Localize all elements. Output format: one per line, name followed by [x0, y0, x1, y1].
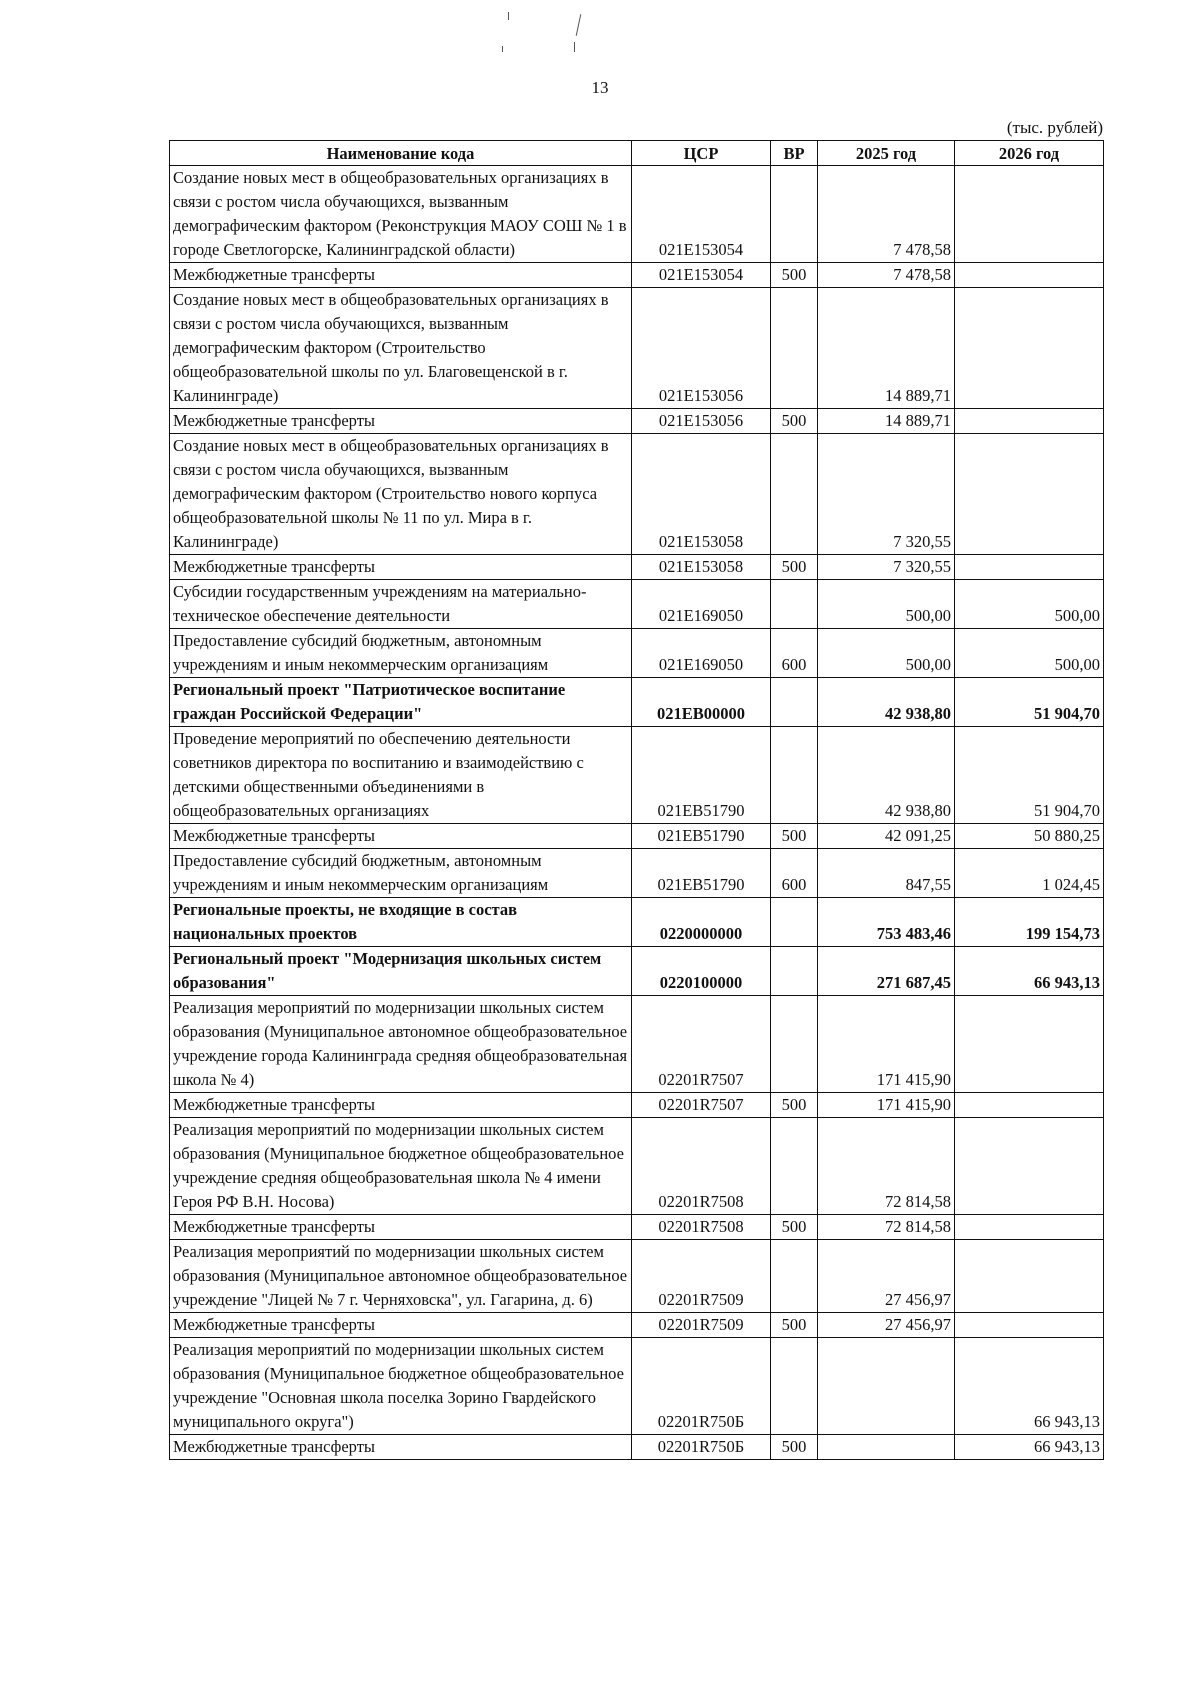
row-2026: 50 880,25 [955, 824, 1104, 849]
row-vr: 500 [771, 1093, 818, 1118]
column-header-2025: 2025 год [818, 141, 955, 166]
column-header-vr: ВР [771, 141, 818, 166]
table-row [170, 678, 1104, 727]
row-2026: 66 943,13 [955, 1338, 1104, 1435]
row-vr: 500 [771, 409, 818, 434]
row-2026: 1 024,45 [955, 849, 1104, 898]
row-name: Региональный проект "Модернизация школьных систем образования" [170, 947, 632, 996]
row-2025: 7 478,58 [818, 166, 955, 263]
row-2026 [955, 288, 1104, 409]
row-2025: 847,55 [818, 849, 955, 898]
table-row [170, 409, 1104, 434]
row-vr [771, 580, 818, 629]
row-2025: 14 889,71 [818, 288, 955, 409]
row-2025: 27 456,97 [818, 1313, 955, 1338]
row-vr [771, 1338, 818, 1435]
row-name: Межбюджетные трансферты [170, 824, 632, 849]
row-2025 [818, 1338, 955, 1435]
row-name: Предоставление субсидий бюджетным, автономным учреждениям и иным некоммерческим организациям [170, 849, 632, 898]
table-row [170, 824, 1104, 849]
table-row [170, 1313, 1104, 1338]
row-2025: 42 938,80 [818, 727, 955, 824]
row-name: Создание новых мест в общеобразовательных организациях в связи с ростом числа обучающихся, вызванным демографическим фактором (Строительство общеобразовательной школы по ул. Благовещенской в г. Калининграде) [170, 288, 632, 409]
table-row [170, 629, 1104, 678]
row-csr: 02201R750Б [632, 1338, 771, 1435]
page-number: 13 [591, 78, 609, 97]
row-2026: 51 904,70 [955, 678, 1104, 727]
row-vr [771, 727, 818, 824]
row-2025: 271 687,45 [818, 947, 955, 996]
row-csr: 02201R750Б [632, 1435, 771, 1460]
row-vr [771, 898, 818, 947]
row-name: Региональный проект "Патриотическое воспитание граждан Российской Федерации" [170, 678, 632, 727]
row-2026: 500,00 [955, 629, 1104, 678]
row-2026 [955, 263, 1104, 288]
row-2025: 42 091,25 [818, 824, 955, 849]
row-csr: 021E153056 [632, 288, 771, 409]
row-vr: 600 [771, 629, 818, 678]
row-vr [771, 1240, 818, 1313]
row-2026: 66 943,13 [955, 1435, 1104, 1460]
table-row [170, 1338, 1104, 1435]
row-2026 [955, 1118, 1104, 1215]
row-csr: 021E169050 [632, 629, 771, 678]
row-2026: 51 904,70 [955, 727, 1104, 824]
row-2025: 171 415,90 [818, 1093, 955, 1118]
table-header-row [170, 141, 1104, 166]
row-csr: 021EB00000 [632, 678, 771, 727]
row-vr: 600 [771, 849, 818, 898]
row-vr [771, 678, 818, 727]
row-2026 [955, 166, 1104, 263]
row-2026: 500,00 [955, 580, 1104, 629]
row-2026 [955, 996, 1104, 1093]
row-name: Реализация мероприятий по модернизации школьных систем образования (Муниципальное автономное общеобразовательное учреждение города Калининграда средняя общеобразовательная школа № 4) [170, 996, 632, 1093]
row-2025: 7 478,58 [818, 263, 955, 288]
row-2025: 7 320,55 [818, 434, 955, 555]
row-vr: 500 [771, 555, 818, 580]
table-row [170, 166, 1104, 263]
row-vr: 500 [771, 263, 818, 288]
row-2025: 500,00 [818, 580, 955, 629]
row-name: Межбюджетные трансферты [170, 1435, 632, 1460]
row-name: Реализация мероприятий по модернизации школьных систем образования (Муниципальное бюджетное общеобразовательное учреждение средняя общеобразовательная школа № 4 имени Героя РФ В.Н. Носова) [170, 1118, 632, 1215]
units-label: (тыс. рублей) [1006, 118, 1103, 137]
row-csr: 021E153056 [632, 409, 771, 434]
row-vr [771, 288, 818, 409]
row-csr: 02201R7507 [632, 996, 771, 1093]
row-csr: 021EB51790 [632, 727, 771, 824]
row-vr [771, 947, 818, 996]
row-name: Межбюджетные трансферты [170, 555, 632, 580]
row-2026 [955, 1215, 1104, 1240]
row-vr: 500 [771, 1313, 818, 1338]
table-row [170, 727, 1104, 824]
row-csr: 02201R7509 [632, 1240, 771, 1313]
row-csr: 021E153054 [632, 263, 771, 288]
table-row [170, 1240, 1104, 1313]
table-row [170, 1118, 1104, 1215]
table-row [170, 555, 1104, 580]
row-name: Предоставление субсидий бюджетным, автономным учреждениям и иным некоммерческим организациям [170, 629, 632, 678]
row-vr: 500 [771, 824, 818, 849]
table-row [170, 580, 1104, 629]
table-row [170, 1435, 1104, 1460]
row-csr: 0220000000 [632, 898, 771, 947]
table-row [170, 996, 1104, 1093]
column-header-2026: 2026 год [955, 141, 1104, 166]
row-csr: 021EB51790 [632, 849, 771, 898]
row-csr: 02201R7508 [632, 1215, 771, 1240]
row-csr: 021E153058 [632, 434, 771, 555]
row-2025: 7 320,55 [818, 555, 955, 580]
table-row [170, 1215, 1104, 1240]
row-2026 [955, 434, 1104, 555]
row-2026 [955, 1313, 1104, 1338]
row-2026 [955, 555, 1104, 580]
row-2025: 72 814,58 [818, 1215, 955, 1240]
row-csr: 02201R7508 [632, 1118, 771, 1215]
row-vr [771, 434, 818, 555]
table-row [170, 947, 1104, 996]
row-vr: 500 [771, 1215, 818, 1240]
row-2026 [955, 409, 1104, 434]
row-2025: 753 483,46 [818, 898, 955, 947]
row-csr: 021E169050 [632, 580, 771, 629]
row-name: Межбюджетные трансферты [170, 1093, 632, 1118]
table-row [170, 1093, 1104, 1118]
row-2026: 66 943,13 [955, 947, 1104, 996]
row-name: Региональные проекты, не входящие в состав национальных проектов [170, 898, 632, 947]
row-vr [771, 1118, 818, 1215]
row-2026 [955, 1240, 1104, 1313]
column-header-csr: ЦСР [632, 141, 771, 166]
table-row [170, 849, 1104, 898]
row-2026: 199 154,73 [955, 898, 1104, 947]
row-2025: 14 889,71 [818, 409, 955, 434]
row-name: Реализация мероприятий по модернизации школьных систем образования (Муниципальное автономное общеобразовательное учреждение "Лицей № 7 г. Черняховска", ул. Гагарина, д. 6) [170, 1240, 632, 1313]
row-csr: 021EB51790 [632, 824, 771, 849]
row-2025: 27 456,97 [818, 1240, 955, 1313]
row-vr: 500 [771, 1435, 818, 1460]
table-row [170, 434, 1104, 555]
column-header-name: Наименование кода [170, 141, 632, 166]
row-2025: 500,00 [818, 629, 955, 678]
row-name: Межбюджетные трансферты [170, 1215, 632, 1240]
row-csr: 02201R7509 [632, 1313, 771, 1338]
table-row [170, 288, 1104, 409]
row-name: Создание новых мест в общеобразовательных организациях в связи с ростом числа обучающихся, вызванным демографическим фактором (Реконструкция МАОУ СОШ № 1 в городе Светлогорске, Калининградской области) [170, 166, 632, 263]
row-name: Субсидии государственным учреждениям на материально-техническое обеспечение деятельности [170, 580, 632, 629]
scan-marks [490, 8, 610, 68]
row-name: Межбюджетные трансферты [170, 1313, 632, 1338]
row-vr [771, 996, 818, 1093]
row-2026 [955, 1093, 1104, 1118]
row-csr: 02201R7507 [632, 1093, 771, 1118]
row-vr [771, 166, 818, 263]
row-csr: 0220100000 [632, 947, 771, 996]
row-name: Создание новых мест в общеобразовательных организациях в связи с ростом числа обучающихся, вызванным демографическим фактором (Строительство нового корпуса общеобразовательной школы № 11 по ул. Мира в г. Калининграде) [170, 434, 632, 555]
row-2025: 171 415,90 [818, 996, 955, 1093]
budget-table [169, 140, 1104, 1460]
row-name: Проведение мероприятий по обеспечению деятельности советников директора по воспитанию и взаимодействию с детскими общественными объединениями в общеобразовательных организациях [170, 727, 632, 824]
row-csr: 021E153054 [632, 166, 771, 263]
row-2025: 72 814,58 [818, 1118, 955, 1215]
table-row [170, 263, 1104, 288]
row-csr: 021E153058 [632, 555, 771, 580]
row-2025 [818, 1435, 955, 1460]
row-name: Межбюджетные трансферты [170, 263, 632, 288]
row-name: Реализация мероприятий по модернизации школьных систем образования (Муниципальное бюджетное общеобразовательное учреждение "Основная школа поселка Зорино Гвардейского муниципального округа") [170, 1338, 632, 1435]
table-row [170, 898, 1104, 947]
row-name: Межбюджетные трансферты [170, 409, 632, 434]
row-2025: 42 938,80 [818, 678, 955, 727]
table-body [170, 166, 1104, 1460]
